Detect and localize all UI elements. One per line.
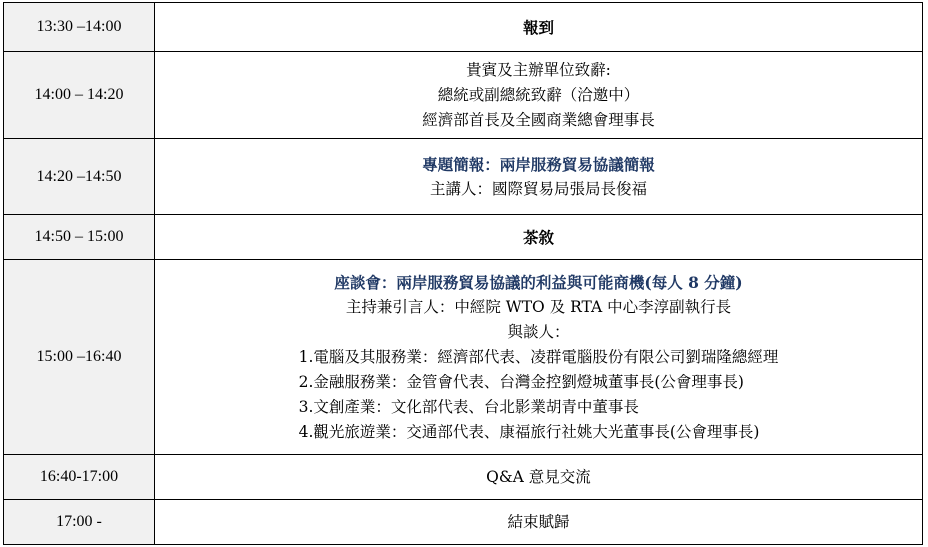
content-line: 總統或副總統致辭（洽邀中） — [437, 85, 640, 104]
agenda-row-qa — [4, 455, 923, 500]
content-line: 經濟部首長及全國商業總會理事長 — [422, 110, 655, 129]
session-title: 專題簡報：兩岸服務貿易協議簡報 — [422, 154, 655, 174]
session-title: Q&A 意見交流 — [155, 455, 923, 500]
time-cell: 15:00 –16:40 — [4, 260, 155, 455]
agenda-row-opening-remarks — [4, 52, 923, 139]
session-title: 茶敘 — [155, 215, 923, 260]
time-cell: 14:00 – 14:20 — [4, 52, 155, 139]
time-cell: 17:00 - — [4, 500, 155, 545]
content-line: 貴賓及主辦單位致辭: — [466, 60, 611, 79]
panelist-list — [299, 345, 779, 445]
agenda-row-registration — [4, 3, 923, 52]
content-line: 主持兼引言人：中經院 WTO 及 RTA 中心李淳副執行長 — [345, 297, 732, 316]
session-content — [155, 260, 923, 455]
session-title: 報到 — [155, 3, 923, 52]
session-title: 結束賦歸 — [155, 500, 923, 545]
session-content — [155, 139, 923, 215]
panelist-item: 3.文創產業：文化部代表、台北影業胡青中董事長 — [298, 397, 639, 416]
agenda-row-tea-break — [4, 215, 923, 260]
panelist-item: 2.金融服務業：金管會代表、台灣金控劉燈城董事長(公會理事長) — [298, 372, 744, 391]
agenda-row-briefing — [4, 139, 923, 215]
panelist-item: 4.觀光旅遊業：交通部代表、康福旅行社姚大光董事長(公會理事長) — [298, 422, 760, 441]
time-cell: 14:50 – 15:00 — [4, 215, 155, 260]
agenda-row-panel — [4, 260, 923, 455]
agenda-table — [3, 2, 923, 545]
session-content — [155, 52, 923, 139]
panelist-item: 1.電腦及其服務業：經濟部代表、凌群電腦股份有限公司劉瑞隆總經理 — [298, 347, 779, 366]
session-title: 座談會：兩岸服務貿易協議的利益與可能商機(每人 8 分鐘) — [334, 272, 743, 292]
content-line: 主講人：國際貿易局張局長俊福 — [429, 179, 647, 198]
time-cell: 13:30 –14:00 — [4, 3, 155, 52]
time-cell: 16:40-17:00 — [4, 455, 155, 500]
agenda-row-closing — [4, 500, 923, 545]
content-line: 與談人： — [507, 322, 570, 341]
time-cell: 14:20 –14:50 — [4, 139, 155, 215]
